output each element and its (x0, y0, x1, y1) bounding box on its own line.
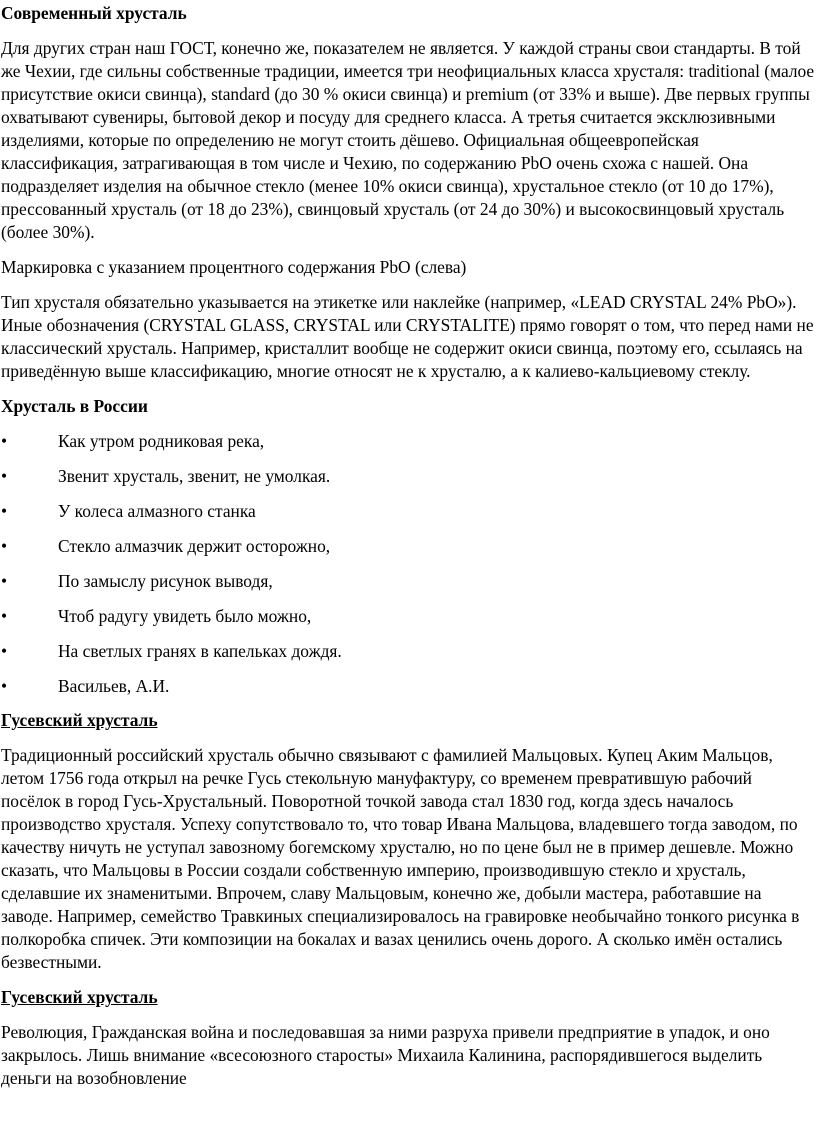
poem-line: Звенит хрусталь, звенит, не умолкая. (58, 466, 331, 486)
bullet-icon: • (1, 676, 8, 696)
poem-line: По замыслу рисунок выводя, (58, 571, 273, 591)
list-item (1, 570, 815, 593)
bullet-icon: • (1, 431, 8, 451)
paragraph-revolution: Революция, Гражданская война и последовавшая за ними разруха привели предприятие в упадок, и оно закрылось. Лишь внимание «всесоюзного старосты» Михаила Калинина, распорядившегося выделить деньги на возобновление (1, 1022, 770, 1088)
paragraph-crystal-type: Тип хрусталя обязательно указывается на этикетке или наклейке (например, «LEAD CRYSTAL 24% PbO»). Иные обозначения (CRYSTAL GLASS, CRYSTAL или CRYSTALITE) прямо говорят о том, что перед нами не классический хрусталь. Например, кристаллит вообще не содержит окиси свинца, поэтому его, ссылаясь на приведённую выше классификацию, многие относят не к хрусталю, а к калиево-кальциевому стеклу. (1, 292, 814, 381)
bullet-icon: • (1, 571, 8, 591)
poem-line: У колеса алмазного станка (58, 501, 256, 521)
bullet-icon: • (1, 641, 8, 661)
paragraph-standards: Для других стран наш ГОСТ, конечно же, показателем не является. У каждой страны свои стандарты. В той же Чехии, где сильны собственные традиции, имеется три неофициальных класса хрусталя: traditional (малое присутствие окиси свинца), standard (до 30 % окиси свинца) и premium (от 33% и выше). Две первых группы охватывают сувениры, бытовой декор и посуду для среднего класса. А третья считается эксклюзивными изделиями, которые по определению не могут стоить дёшево. Официальная общеевропейская классификация, затрагивающая в том числе и Чехию, по содержанию PbO очень схожа с нашей. Она подразделяет изделия на обычное стекло (менее 10% окиси свинца), хрустальное стекло (от 10 до 17%), прессованный хрусталь (от 18 до 23%), свинцовый хрусталь (от 24 до 30%) и высокосвинцовый хрусталь (более 30%). (1, 38, 815, 242)
heading-gus-crystal: Гусевский хрусталь (1, 710, 158, 730)
poem-line: Чтоб радугу увидеть было можно, (58, 606, 312, 626)
poem-author: Васильев, А.И. (58, 676, 170, 696)
list-item (1, 535, 815, 558)
bullet-icon: • (1, 536, 8, 556)
poem-line: Как утром родниковая река, (58, 431, 265, 451)
list-item (1, 605, 815, 628)
poem-list (1, 430, 815, 698)
list-item (1, 675, 815, 698)
poem-line: Стекло алмазчик держит осторожно, (58, 536, 331, 556)
list-item (1, 640, 815, 663)
list-item (1, 430, 815, 453)
heading-gus-crystal-2: Гусевский хрусталь (1, 987, 158, 1007)
bullet-icon: • (1, 466, 8, 486)
paragraph-maltsov-history: Традиционный российский хрусталь обычно связывают с фамилией Мальцовых. Купец Аким Мальцов, летом 1756 года открыл на речке Гусь стекольную мануфактуру, со временем превратившую рабочий посёлок в город Гусь-Хрустальный. Поворотной точкой завода стал 1830 год, когда здесь началось производство хрусталя. Успеху сопутствовало то, что товар Ивана Мальцова, владевшего тогда заводом, по качеству ничуть не уступал завозному богемскому хрусталю, но по цене был не в пример дешевле. Можно сказать, что Мальцовы в России создали собственную империю, производившую стекло и хрусталь, сделавшие их знаменитыми. Впрочем, славу Мальцовым, конечно же, добыли мастера, работавшие на заводе. Например, семейство Травкиных специализировалось на гравировке необычайно тонкого рисунка в полкоробка спичек. Эти композиции на бокалах и вазах ценились очень дорого. А сколько имён остались безвестными. (1, 745, 800, 972)
heading-modern-crystal: Современный хрусталь (1, 3, 187, 23)
bullet-icon: • (1, 501, 8, 521)
poem-line: На светлых гранях в капельках дождя. (58, 641, 342, 661)
list-item (1, 500, 815, 523)
bullet-icon: • (1, 606, 8, 626)
heading-crystal-in-russia: Хрусталь в России (1, 396, 148, 416)
list-item (1, 465, 815, 488)
paragraph-marking-caption: Маркировка с указанием процентного содержания PbO (слева) (1, 257, 467, 277)
